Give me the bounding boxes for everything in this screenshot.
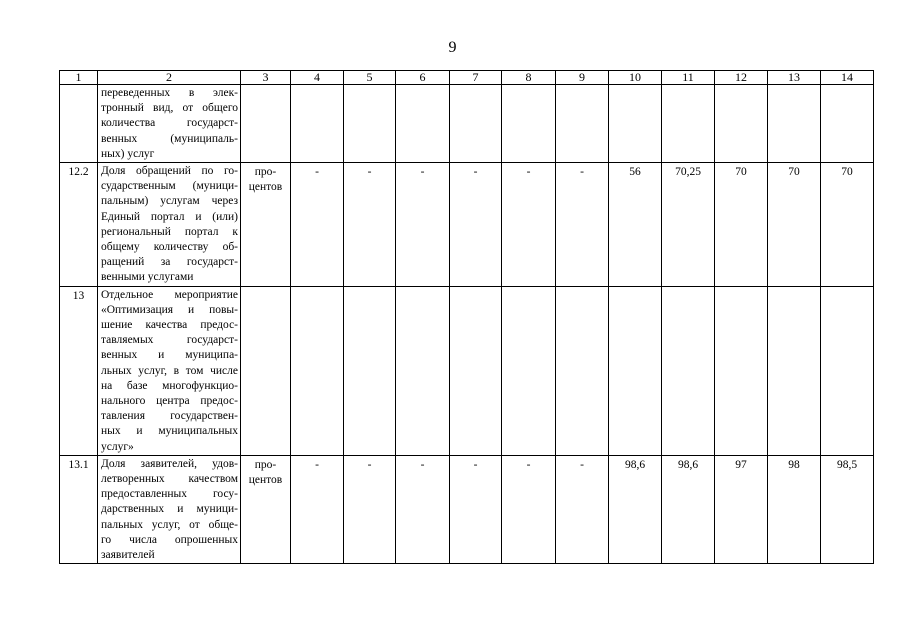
value-cell [396, 85, 450, 163]
table-row [60, 163, 874, 287]
indicator-name-line: венных (муниципаль- [101, 132, 238, 145]
column-header: 4 [291, 71, 344, 85]
value-cell: 70,25 [662, 163, 715, 287]
indicator-name-line: нального центра предос- [101, 395, 238, 408]
indicator-name-line: заявителей [101, 549, 155, 562]
indicator-name-line: венными услугами [101, 271, 194, 284]
indicator-name-line: ращений за государст- [101, 256, 238, 269]
column-header: 14 [821, 71, 874, 85]
value-cell: 98,6 [662, 455, 715, 563]
indicator-name-line: шение качества предос- [101, 319, 238, 332]
value-cell [609, 85, 662, 163]
value-cell [556, 85, 609, 163]
value-cell [344, 85, 396, 163]
value-cell [768, 286, 821, 455]
value-cell [556, 286, 609, 455]
value-cell: 56 [609, 163, 662, 287]
value-cell: - [344, 163, 396, 287]
value-cell [821, 286, 874, 455]
unit-line: про- [254, 458, 277, 471]
indicator-name [98, 286, 241, 455]
unit-line: центов [248, 474, 283, 487]
indicator-name-line: переведенных в элек- [101, 87, 238, 99]
indicator-name-line: общему количеству об- [101, 241, 238, 254]
value-cell: - [502, 163, 556, 287]
indicators-table [59, 70, 874, 564]
indicator-name-line: венных и муниципа- [101, 349, 238, 362]
unit-cell [241, 85, 291, 163]
column-header: 11 [662, 71, 715, 85]
indicator-name-line: пальных услуг, от обще- [101, 518, 238, 531]
value-cell [662, 85, 715, 163]
column-header: 7 [450, 71, 502, 85]
value-cell [821, 85, 874, 163]
column-header: 12 [715, 71, 768, 85]
value-cell: - [502, 455, 556, 563]
indicator-name-line: го числа опрошенных [101, 533, 238, 546]
indicator-name-line: услуг» [101, 440, 134, 453]
row-number: 13 [60, 286, 98, 455]
value-cell [768, 85, 821, 163]
unit-cell [241, 455, 291, 563]
indicator-name-line: льных услуг, в том числе [101, 364, 238, 377]
indicator-name [98, 455, 241, 563]
value-cell [502, 286, 556, 455]
indicator-name [98, 163, 241, 287]
value-cell [450, 286, 502, 455]
indicator-name-line: сударственным (муници- [101, 180, 238, 193]
value-cell: 70 [821, 163, 874, 287]
value-cell [715, 85, 768, 163]
indicator-name-line: дарственных и муници- [101, 503, 238, 516]
indicator-name-line: «Оптимизация и повы- [101, 303, 238, 316]
indicator-name-line: Доля обращений по го- [101, 165, 238, 178]
column-header: 10 [609, 71, 662, 85]
column-header: 9 [556, 71, 609, 85]
indicator-name-line: тронный вид, от общего [101, 102, 238, 115]
column-header: 8 [502, 71, 556, 85]
column-header: 6 [396, 71, 450, 85]
indicator-name [98, 85, 241, 163]
indicator-name-line: Отдельное мероприятие [101, 288, 238, 301]
value-cell: - [396, 455, 450, 563]
header-row [60, 71, 874, 85]
indicator-name-line: пальным) услугам через [101, 195, 238, 208]
column-header: 5 [344, 71, 396, 85]
value-cell: 98,6 [609, 455, 662, 563]
unit-cell [241, 163, 291, 287]
value-cell: - [450, 163, 502, 287]
value-cell [609, 286, 662, 455]
value-cell: - [396, 163, 450, 287]
value-cell: - [450, 455, 502, 563]
column-header: 2 [98, 71, 241, 85]
value-cell [344, 286, 396, 455]
table-row [60, 286, 874, 455]
indicator-name-line: тавления государствен- [101, 410, 238, 423]
value-cell: 70 [715, 163, 768, 287]
value-cell: - [291, 455, 344, 563]
value-cell: - [556, 163, 609, 287]
indicator-name-line: предоставленных госу- [101, 488, 238, 501]
indicator-name-line: ных) услуг [101, 147, 155, 160]
table-row [60, 455, 874, 563]
indicator-name-line: тавляемых государст- [101, 334, 238, 347]
indicator-name-line: Доля заявителей, удов- [101, 457, 238, 470]
unit-cell [241, 286, 291, 455]
indicator-name-line: летворенных качеством [101, 473, 238, 486]
page-number: 9 [448, 39, 457, 56]
row-number: 13.1 [60, 455, 98, 563]
value-cell: 70 [768, 163, 821, 287]
value-cell [291, 85, 344, 163]
value-cell: - [556, 455, 609, 563]
indicator-name-line: количества государст- [101, 117, 238, 130]
unit-line: центов [248, 181, 283, 194]
column-header: 3 [241, 71, 291, 85]
value-cell [502, 85, 556, 163]
value-cell: 98 [768, 455, 821, 563]
table-row [60, 85, 874, 163]
indicator-name-line: региональный портал к [101, 225, 238, 238]
value-cell [396, 286, 450, 455]
value-cell: 98,5 [821, 455, 874, 563]
value-cell [715, 286, 768, 455]
value-cell: 97 [715, 455, 768, 563]
value-cell [291, 286, 344, 455]
value-cell: - [291, 163, 344, 287]
value-cell [662, 286, 715, 455]
column-header: 13 [768, 71, 821, 85]
row-number: 12.2 [60, 163, 98, 287]
value-cell: - [344, 455, 396, 563]
value-cell [450, 85, 502, 163]
unit-line: про- [254, 166, 277, 179]
indicator-name-line: Единый портал и (или) [101, 210, 238, 223]
column-header: 1 [60, 71, 98, 85]
indicator-name-line: ных и муниципальных [101, 425, 238, 438]
row-number [60, 85, 98, 163]
indicator-name-line: на базе многофункцио- [101, 379, 238, 392]
